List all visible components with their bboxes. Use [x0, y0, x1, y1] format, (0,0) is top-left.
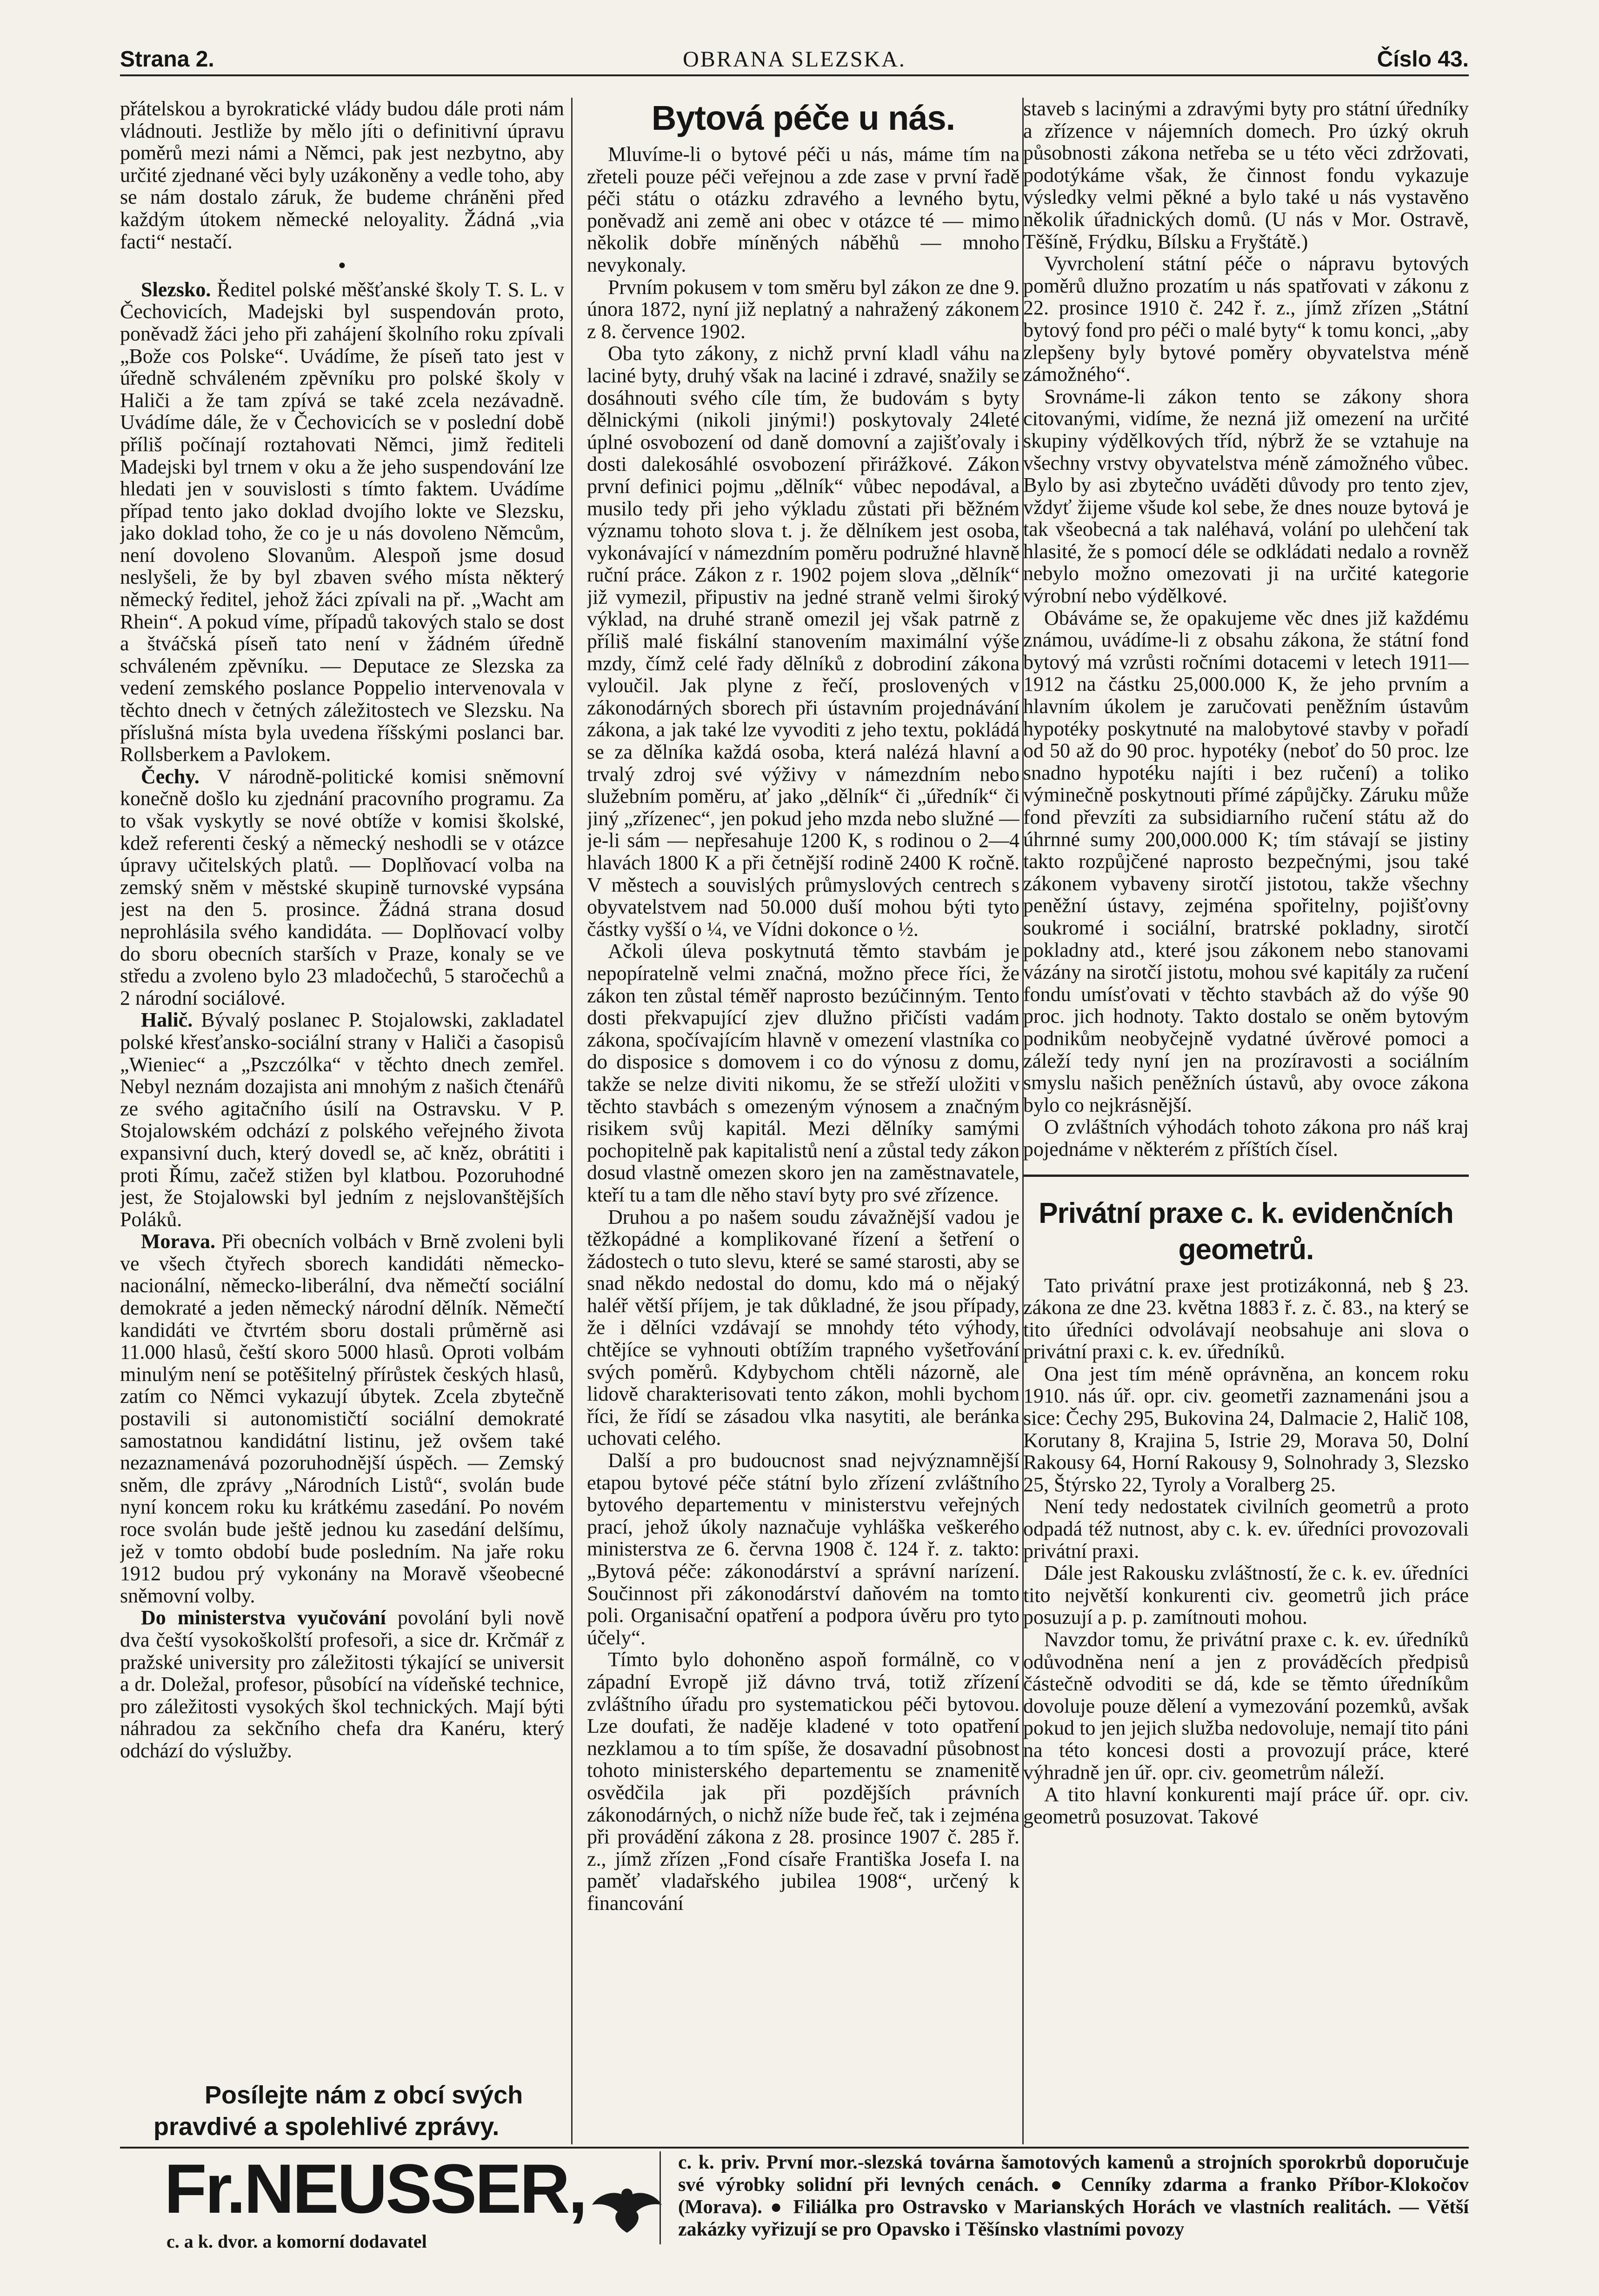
paragraph: Vyvrcholení státní péče o nápravu bytových poměrů dlužno prozatím u nás spatřovati v zákonu z 22. prosince 1910 č. 242 ř. z., jímž zřízen „Státní bytový fond pro péči o malé byty“ k tomu konci, „aby zlepšeny byly bytové poměry obyvatelstva méně zámožného“.	[1023, 252, 1469, 386]
paragraph: Navzdor tomu, že privátní praxe c. k. ev. úředníků odůvodněna není a jen z prováděcích předpisů částečně odvoditi se dá, kde se těmto úředníkům dovoluje pouze dělení a vymezování pozemků, avšak pokud to jen jejich služba nedovoluje, nemají tito páni na této koncesi dosti a provozují práce, které výhradně jen úř. opr. civ. geometrům náleží.	[1023, 1628, 1469, 1784]
paragraph: Srovnáme-li zákon tento se zákony shora citovanými, vidíme, že nezná již omezení na určité skupiny výdělkových tříd, nýbrž že se vztahuje na všechny vrstvy obyvatelstva méně zámožného vůbec. Bylo by asi zbytečno uváděti důvody pro tento zjev, vždyť žijeme všude kol sebe, že dnes nouze bytová je tak všeobecná a tak naléhavá, volání po ulehčení tak hlasité, že s pomocí déle se odkládati nedalo a rovněž nebylo možno omezovati ji na určité kategorie výrobní nebo výdělkové.	[1023, 385, 1469, 607]
section-divider: •	[338, 254, 346, 277]
advertisement-text: c. k. priv. První mor.-slezská továrna šamotových kamenů a strojních sporokrbů doporučuje své výrobky solidní při levných cenách. ● Cenníky zdarma a franko Příbor-Klokočov (Morava). ● Filiálka pro Ostravsko v Marianských Horách ve vlastních realitách. — Větší zakázky vyřizují se pro Opavsko i Těšínsko vlastními povozy	[678, 2152, 1469, 2240]
newspaper-title: OBRANA SLEZSKA.	[683, 47, 906, 72]
paragraph: Oba tyto zákony, z nichž první kladl váhu na laciné byty, druhý však na laciné i zdravé, snažily se dosáhnouti svého cíle tím, že budovám s byty dělnickými (nikoli jinými!) poskytovaly 24leté úplné osvobození od daně domovní a zajišťovaly i dosti dalekosáhlé osvobození přirážkové. Zákon první definici pojmu „dělník“ vůbec nepodával, a musilo tedy při jeho výkladu zůstati při běžném významu tohoto slova t. j. že dělníkem jest osoba, vykonávající v námezdním poměru podružné hlavně ruční práce. Zákon z r. 1902 pojem slova „dělník“ již vymezil, připustiv na jedné straně velmi široký výklad, na druhé straně omezil jej však patrně z příliš malé fiskální stanovením maximální výše mzdy, čímž celé řady dělníků z dobrodiní zákona vyloučil. Jak plyne z řečí, proslovených v zákonodárných sborech při ústavním projednávání zákona, a jak také lze vyvoditi z jeho textu, pokládá se za dělníka každá osoba, která nalézá hlavní a trvalý zdroj své výživy v námezdním nebo služebním poměru, ať jako „dělník“ či „úředník“ či jiný „zřízenec“, jen pokud jeho mzda nebo služné — je-li sám — nepřesahuje 1200 K, s rodinou o 2—4 hlavách 1800 K a při četnější rodině 2400 K ročně. V městech a souvislých průmyslových centrech s obyvatelstvem nad 50.000 duší mohou býti tyto částky vyšší o ¼, ve Vídni dokonce o ½.	[587, 342, 1019, 941]
column-right	[1023, 98, 1469, 2154]
article-title-housing: Bytová péče u nás.	[651, 99, 955, 137]
page-header	[120, 47, 1469, 76]
article-title-geometers: Privátní praxe c. k. evidenčních geometrů.	[1039, 1197, 1453, 1266]
news-ministry-lead: Do ministerstva vyučování	[141, 1606, 386, 1629]
paragraph: Mluvíme-li o bytové péči u nás, máme tím na zřeteli pouze péči veřejnou a zde zase v první řadě péči státu o otázku zdravého a levného bytu, poněvadž ani země ani obec v otázce té — mimo několik dobře míněných náběhů — mnoho nevykonaly.	[587, 143, 1019, 276]
reader-appeal	[153, 2079, 563, 2142]
news-slezsko	[120, 279, 564, 766]
eagle-emblem-icon	[590, 2184, 664, 2235]
news-ministry-text: povolání byli nově dva čeští vysokoškolští profesoři, a sice dr. Krčmář z pražské university pro záležitosti týkající se universit a dr. Doležal, profesor, působící na vídeňské technice, pro záležitosti vysokých škol technických. Mají býti náhradou za sekčního chefa dra Kanéru, který odchází do výslužby.	[120, 1606, 564, 1762]
advertiser-subtitle: c. a k. dvor. a komorní dodavatel	[167, 2231, 427, 2252]
paragraph: staveb s lacinými a zdravými byty pro státní úředníky a zřízence v nájemních domech. Pro úzký okruh působnosti zákona netřeba se u této věci zdržovati, podotýkáme však, že činnost fondu vykazuje výsledky velmi pěkné a bylo také u nás vystavěno několik úřadnických domů. (U nás v Mor. Ostravě, Těšíně, Frýdku, Bílsku a Fryštátě.)	[1023, 98, 1469, 253]
news-slezsko-text: Ředitel polské měšťanské školy T. S. L. v Čechovicích, Madejski byl suspendován proto, poněvadž žáci jeho při zahájení školního roku zpívali „Bože cos Polske“. Uvádíme, že píseň tato jest v úředně schváleném zpěvníku pro polské školy v Haliči a že tam zpívá se také zcela nezávadně. Uvádíme dále, že v Čechovicích se v poslední době příliš počínají roztahovati Němci, jimž řediteli Madejski byl trnem v oku a že jeho suspendování lze hledati jen v souvislosti s tímto faktem. Uvádíme případ tento jako doklad dvojího lokte ve Slezsku, jako doklad toho, že co je u nás dovoleno Němcům, není dovoleno Slovanům. Alespoň jsme dosud neslyšeli, že by byl zbaven svého místa některý německý ředitel, jehož žáci zpívali na př. „Wacht am Rhein“. A pokud víme, případů takových stalo se dost a štváčská píseň tato není v žádném úředně schváleném zpěvníku. — Deputace ze Slezska za vedení zemského poslance Poppelio intervenovala v těchto dnech v četných záležitostech ve Slezsku. Na příslušná místa byla uvedena říšskými poslanci bar. Rollsberkem a Pavlokem.	[120, 278, 564, 766]
paragraph: Druhou a po našem soudu závažnější vadou je těžkopádné a komplikované řízení a šetření o žádostech o tuto slevu, které se samé starosti, aby se snad někdo nedostal do domu, kdo má o nějaký haléř větší příjem, je tak důkladné, že jsou případy, že i dělníci vzdávají se mnohdy této výhody, chtějíce se vyhnouti obtížím trapného vyšetřování svých poměrů. Kdybychom chtěli názorně, ale lidově charakterisovati tento zákon, mohli bychom říci, že řídí se zásadou vlka nasytiti, ale beránka uchovati celého.	[587, 1205, 1019, 1450]
news-cechy-text: V národně-politické komisi sněmovní konečně došlo ku zjednání pracovního programu. Za to však vyskytly se nové obtíže v komisi školské, kdež referenti český a německý neshodli se v otázce úpravy učitelských platů. — Doplňovací volba na zemský sněm v městské skupině turnovské vypsána jest na den 5. prosince. Žádná strana dosud neprohlásila svého kandidáta. — Doplňovací volby do sboru obecních starších v Praze, konaly se ve středu a zvoleno bylo 23 mladočechů, 5 staročechů a 2 národní sociálové.	[120, 765, 564, 1009]
paragraph: Tato privátní praxe jest protizákonná, neb § 23. zákona ze dne 23. května 1883 ř. z. č. 83., na který se tito úředníci odvolávají neobsahuje ani slova o privátní praxi c. k. ev. úředníků.	[1023, 1274, 1469, 1363]
news-halic	[120, 1009, 564, 1230]
reader-appeal-line2: pravdivé a spolehlivé zprávy.	[153, 2113, 500, 2141]
issue-number: Číslo 43.	[1377, 47, 1469, 72]
column-middle	[587, 98, 1019, 2154]
paragraph: Další a pro budoucnost snad nejvýznamnější etapou bytové péče státní bylo zřízení zvláštního bytového departementu v ministerstvu veřejných prací, jehož úkoly naznačuje vyhláška veškerého ministerstva ze 6. června 1908 č. 124 ř. z. takto: „Bytová péče: zákonodárství a správní narízení. Součinnost při zákonodárství daňovém na tomto poli. Organisační opatření a podpora úvěru pro tyto účely“.	[587, 1449, 1019, 1649]
paragraph: Tímto bylo dohoněno aspoň formálně, co v západní Evropě již dávno trvá, totiž zřízení zvláštního úřadu pro systematickou péči bytovou. Lze doufati, že naděje kladené v toto opatření nezklamou a to tím spíše, že dosavadní působnost tohoto ministerského departementu se znamenitě osvědčila jak při pozdějších právních zákonodárných, o nichž níže bude řeč, tak i zejména při provádění zákona z 28. prosince 1907 č. 285 ř. z., jímž zřízen „Fond císaře Františka Josefa I. na paměť vladařského jubilea 1908“, určený k financování	[587, 1648, 1019, 1915]
paragraph: Ona jest tím méně oprávněna, an koncem roku 1910. nás úř. opr. civ. geometři zaznamenáni jsou a sice: Čechy 295, Bukovina 24, Dalmacie 2, Halič 108, Korutany 8, Krajina 5, Istrie 29, Morava 50, Dolní Rakousy 64, Horní Rakousy 9, Solnohrady 3, Slezsko 25, Štýrsko 22, Tyroly a Voralberg 25.	[1023, 1362, 1469, 1496]
advertisement-separator	[660, 2151, 661, 2244]
news-cechy-lead: Čechy.	[141, 765, 200, 788]
article-divider	[1023, 1175, 1469, 1177]
reader-appeal-line1: Posílejte nám z obcí svých	[205, 2081, 523, 2109]
paragraph: A tito hlavní konkurenti mají práce úř. opr. civ. geometrů posuzovat. Takové	[1023, 1783, 1469, 1828]
news-slezsko-lead: Slezsko.	[141, 278, 211, 301]
news-cechy	[120, 766, 564, 1009]
news-morava-text: Při obecních volbách v Brně zvoleni byli ve všech čtyřech sborech kandidáti německo-nacionální, německo-liberální, dva němečtí sociální demokraté a jeden německý národní dělník. Němečtí kandidáti ve čtvrtém sboru dostali průměrně asi 11.000 hlasů, čeští skoro 5000 hlasů. Oproti volbám minulým není se potěšitelný přírůstek českých hlasů, zatím co Němci vykazují úbytek. Zcela zbytečně postavili si autonomističtí sociální demokraté samostatnou kandidátní listinu, jež ovšem také nezaznamenává pozoruhodnější úspěch. — Zemský sněm, dle zprávy „Národních Listů“, svolán bude nyní koncem roku ku krátkému zasedání. Po novém roce svolán bude ještě jednou ku zasedání delšímu, jež v tomto období bude posledním. Na jaře roku 1912 budou prý vykonány na Moravě všeobecné sněmovní volby.	[120, 1230, 564, 1607]
paragraph: Není tedy nedostatek civilních geometrů a proto odpadá též nutnost, aby c. k. ev. úředníci provozovali privátní praxi.	[1023, 1495, 1469, 1562]
news-halic-text: Bývalý poslanec P. Stojalowski, zakladatel polské křesťansko-sociální strany v Haliči a časopisů „Wieniec“ a „Pszczólka“ v těchto dnech zemřel. Nebyl neznám dozajista ani mnohým z našich čtenářů ze svého agitačního úsilí na Ostravsku. V P. Stojalowském odchází z polského veřejného života expansivní duch, který dovedl se, ač kněz, obrátiti i proti Římu, začež stižen byl klatbou. Pozoruhodné jest, že Stojalowski byl jedním z nejslovanštějších Poláků.	[120, 1008, 564, 1231]
advertiser-name: Fr.NEUSSER,	[164, 2149, 586, 2228]
paragraph: O zvláštních výhodách tohoto zákona pro náš kraj pojednáme v některém z příštích čísel.	[1023, 1115, 1469, 1161]
paragraph: Dále jest Rakousku zvláštností, že c. k. ev. úředníci tito největší konkurenti civ. geometrů jich práce posuzují a p. p. zamítnouti mohou.	[1023, 1562, 1469, 1629]
column-left	[120, 98, 564, 2140]
page-number: Strana 2.	[120, 47, 214, 72]
advertisement-rule	[120, 2147, 1469, 2149]
news-ministry	[120, 1607, 564, 1762]
advertisement	[120, 2151, 1469, 2277]
paragraph: Ačkoli úleva poskytnutá těmto stavbám je nepopíratelně velmi značná, možno přece říci, že zákon ten zůstal téměř naprosto bezúčinným. Tento dosti překvapující zjev dlužno přičísti vadám zákona, spočívajícím hlavně v omezení vlastníka co do disposice s domovem i co do výnosu z domu, takže se nelze diviti nikomu, že se střeží uložiti v těchto stavbách s omezeným výnosem a značným risikem svůj kapitál. Mezi dělníky samými pochopitelně pak kapitalistů není a zůstal tedy zákon dosud vlastně omezen skoro jen na zaměstnavatele, kteří tu a tam dle něho staví byty pro své zřízence.	[587, 940, 1019, 1206]
news-morava-lead: Morava.	[141, 1230, 216, 1253]
paragraph: Obáváme se, že opakujeme věc dnes již každému známou, uvádíme-li z obsahu zákona, že státní fond bytový má vzrůsti ročními dotacemi v letech 1911—1912 na částku 25,000.000 K, že jeho prvním a hlavním úkolem je zaručovati peněžním ústavům hypotéky poskytnuté na malobytové stavby v pořadí od 50 až do 90 proc. hypotéky (neboť do 50 proc. lze snadno hypotéku najíti i bez ručení) a toliko výminečně poskytnouti přímé zápůjčky. Záruku může fond převzíti za subsidiarního ručení státu až do úhrnné sumy 200,000.000 K; tím stávají se jistiny takto rozpůjčené naprosto bezpečnými, jsou také zákonem vybaveny sirotčí jistotou, takže všechny peněžní ústavy, zejména spořitelny, pojišťovny soukromé i sociální, bratrské pokladny, sirotčí pokladny atd., které jsou zákonem nebo stanovami vázány na sirotčí jistotu, mohou své kapitály za ručení fondu umísťovati v těchto stavbách až do výše 90 proc. jich hodnoty. Takto dostalo se oněm bytovým podnikům neobyčejně vydatné úvěrové pomoci a záleží tedy nyní jen na prozíravosti a sociálním smyslu našich peněžních ústavů, aby ovoce zákona bylo co nejkrásnější.	[1023, 606, 1469, 1116]
column-rule-left	[571, 98, 573, 2144]
news-halic-lead: Halič.	[141, 1008, 193, 1032]
news-morava	[120, 1230, 564, 1607]
article-continuation: přátelskou a byrokratické vlády budou dále proti nám vládnouti. Jestliže by mělo jíti o definitivní úpravu poměrů mezi námi a Němci, pak jest nezbytno, aby určité zjednané věci byly uzákoněny a vedle toho, aby se nám dostalo záruk, že budeme chráněni před každým útokem německé neloyality. Žádná „via facti“ nestačí.	[120, 98, 564, 253]
paragraph: Prvním pokusem v tom směru byl zákon ze dne 9. února 1872, nyní již neplatný a nahražený zákonem z 8. července 1902.	[587, 275, 1019, 343]
